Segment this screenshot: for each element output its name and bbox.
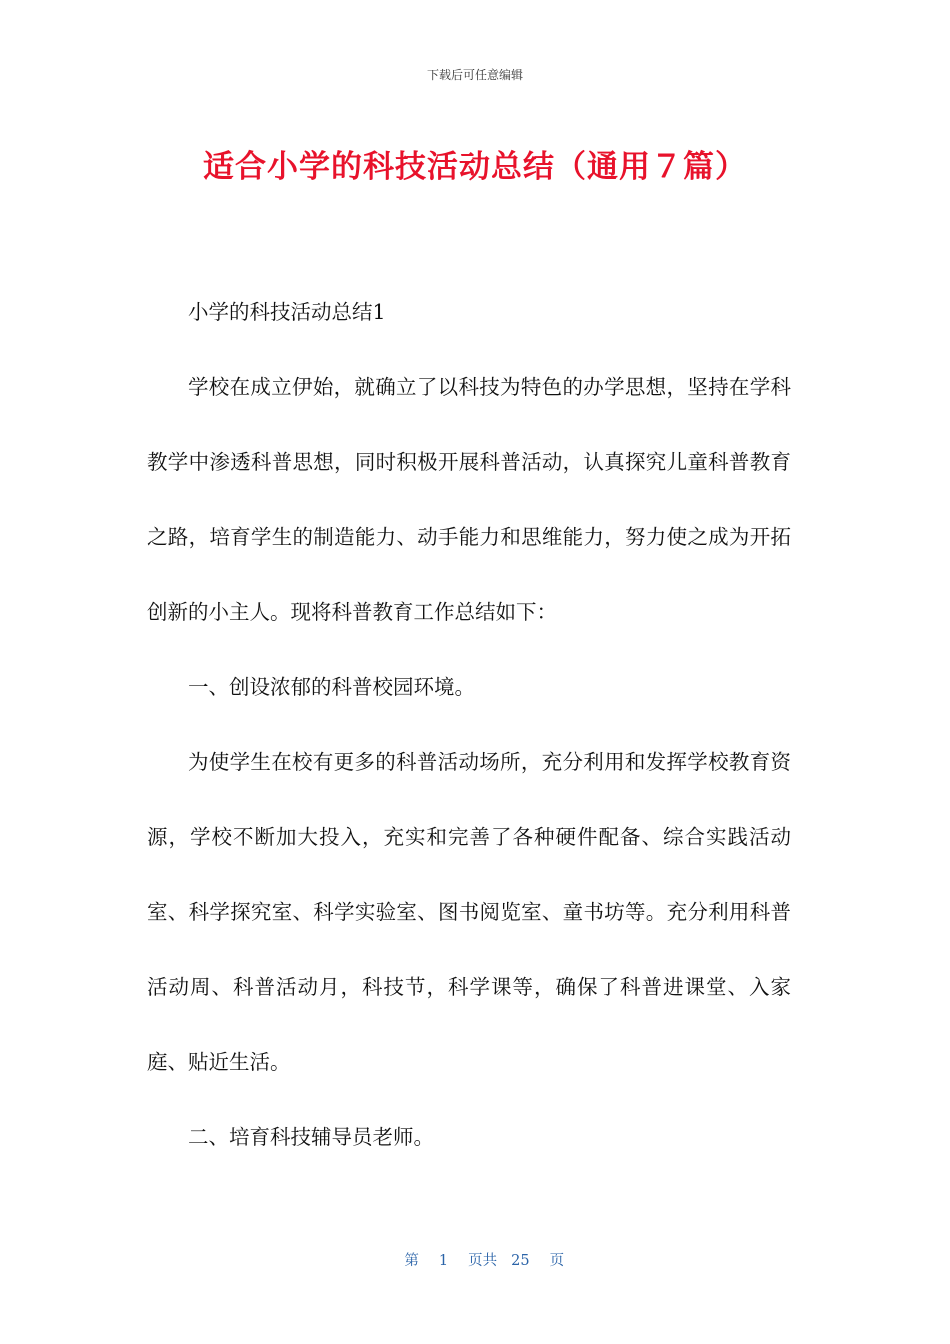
section-heading: 小学的科技活动总结1 bbox=[188, 300, 386, 324]
page-footer bbox=[0, 1228, 950, 1294]
subheading-2: 二、培育科技辅导员老师。 bbox=[188, 1125, 434, 1149]
footer-mid: 页共 bbox=[468, 1253, 498, 1269]
footer-current-page: 1 bbox=[438, 1253, 449, 1269]
footer-suffix: 页 bbox=[549, 1253, 565, 1269]
paragraph-1: 学校在成立伊始，就确立了以科技为特色的办学思想，坚持在学科教学中渗透科普思想，同时积极开展科普活动，认真探究儿童科普教育之路，培育学生的制造能力、动手能力和思维能力，努力使之成为开拓创新的小主人。现将科普教育工作总结如下： bbox=[147, 375, 791, 624]
header-note: 下载后可任意编辑 bbox=[426, 68, 523, 82]
document-body bbox=[147, 275, 791, 1175]
footer-total-pages: 25 bbox=[511, 1253, 530, 1269]
footer-prefix: 第 bbox=[404, 1253, 419, 1269]
document-title: 适合小学的科技活动总结（通用７篇） bbox=[203, 149, 747, 185]
subheading-1: 一、创设浓郁的科普校园环境。 bbox=[188, 675, 475, 699]
paragraph-2: 为使学生在校有更多的科普活动场所，充分利用和发挥学校教育资源，学校不断加大投入，充实和完善了各种硬件配备、综合实践活动室、科学探究室、科学实验室、图书阅览室、童书坊等。充分利用科普活动周、科普活动月，科技节，科学课等，确保了科普进课堂、入家庭、贴近生活。 bbox=[147, 750, 791, 1074]
